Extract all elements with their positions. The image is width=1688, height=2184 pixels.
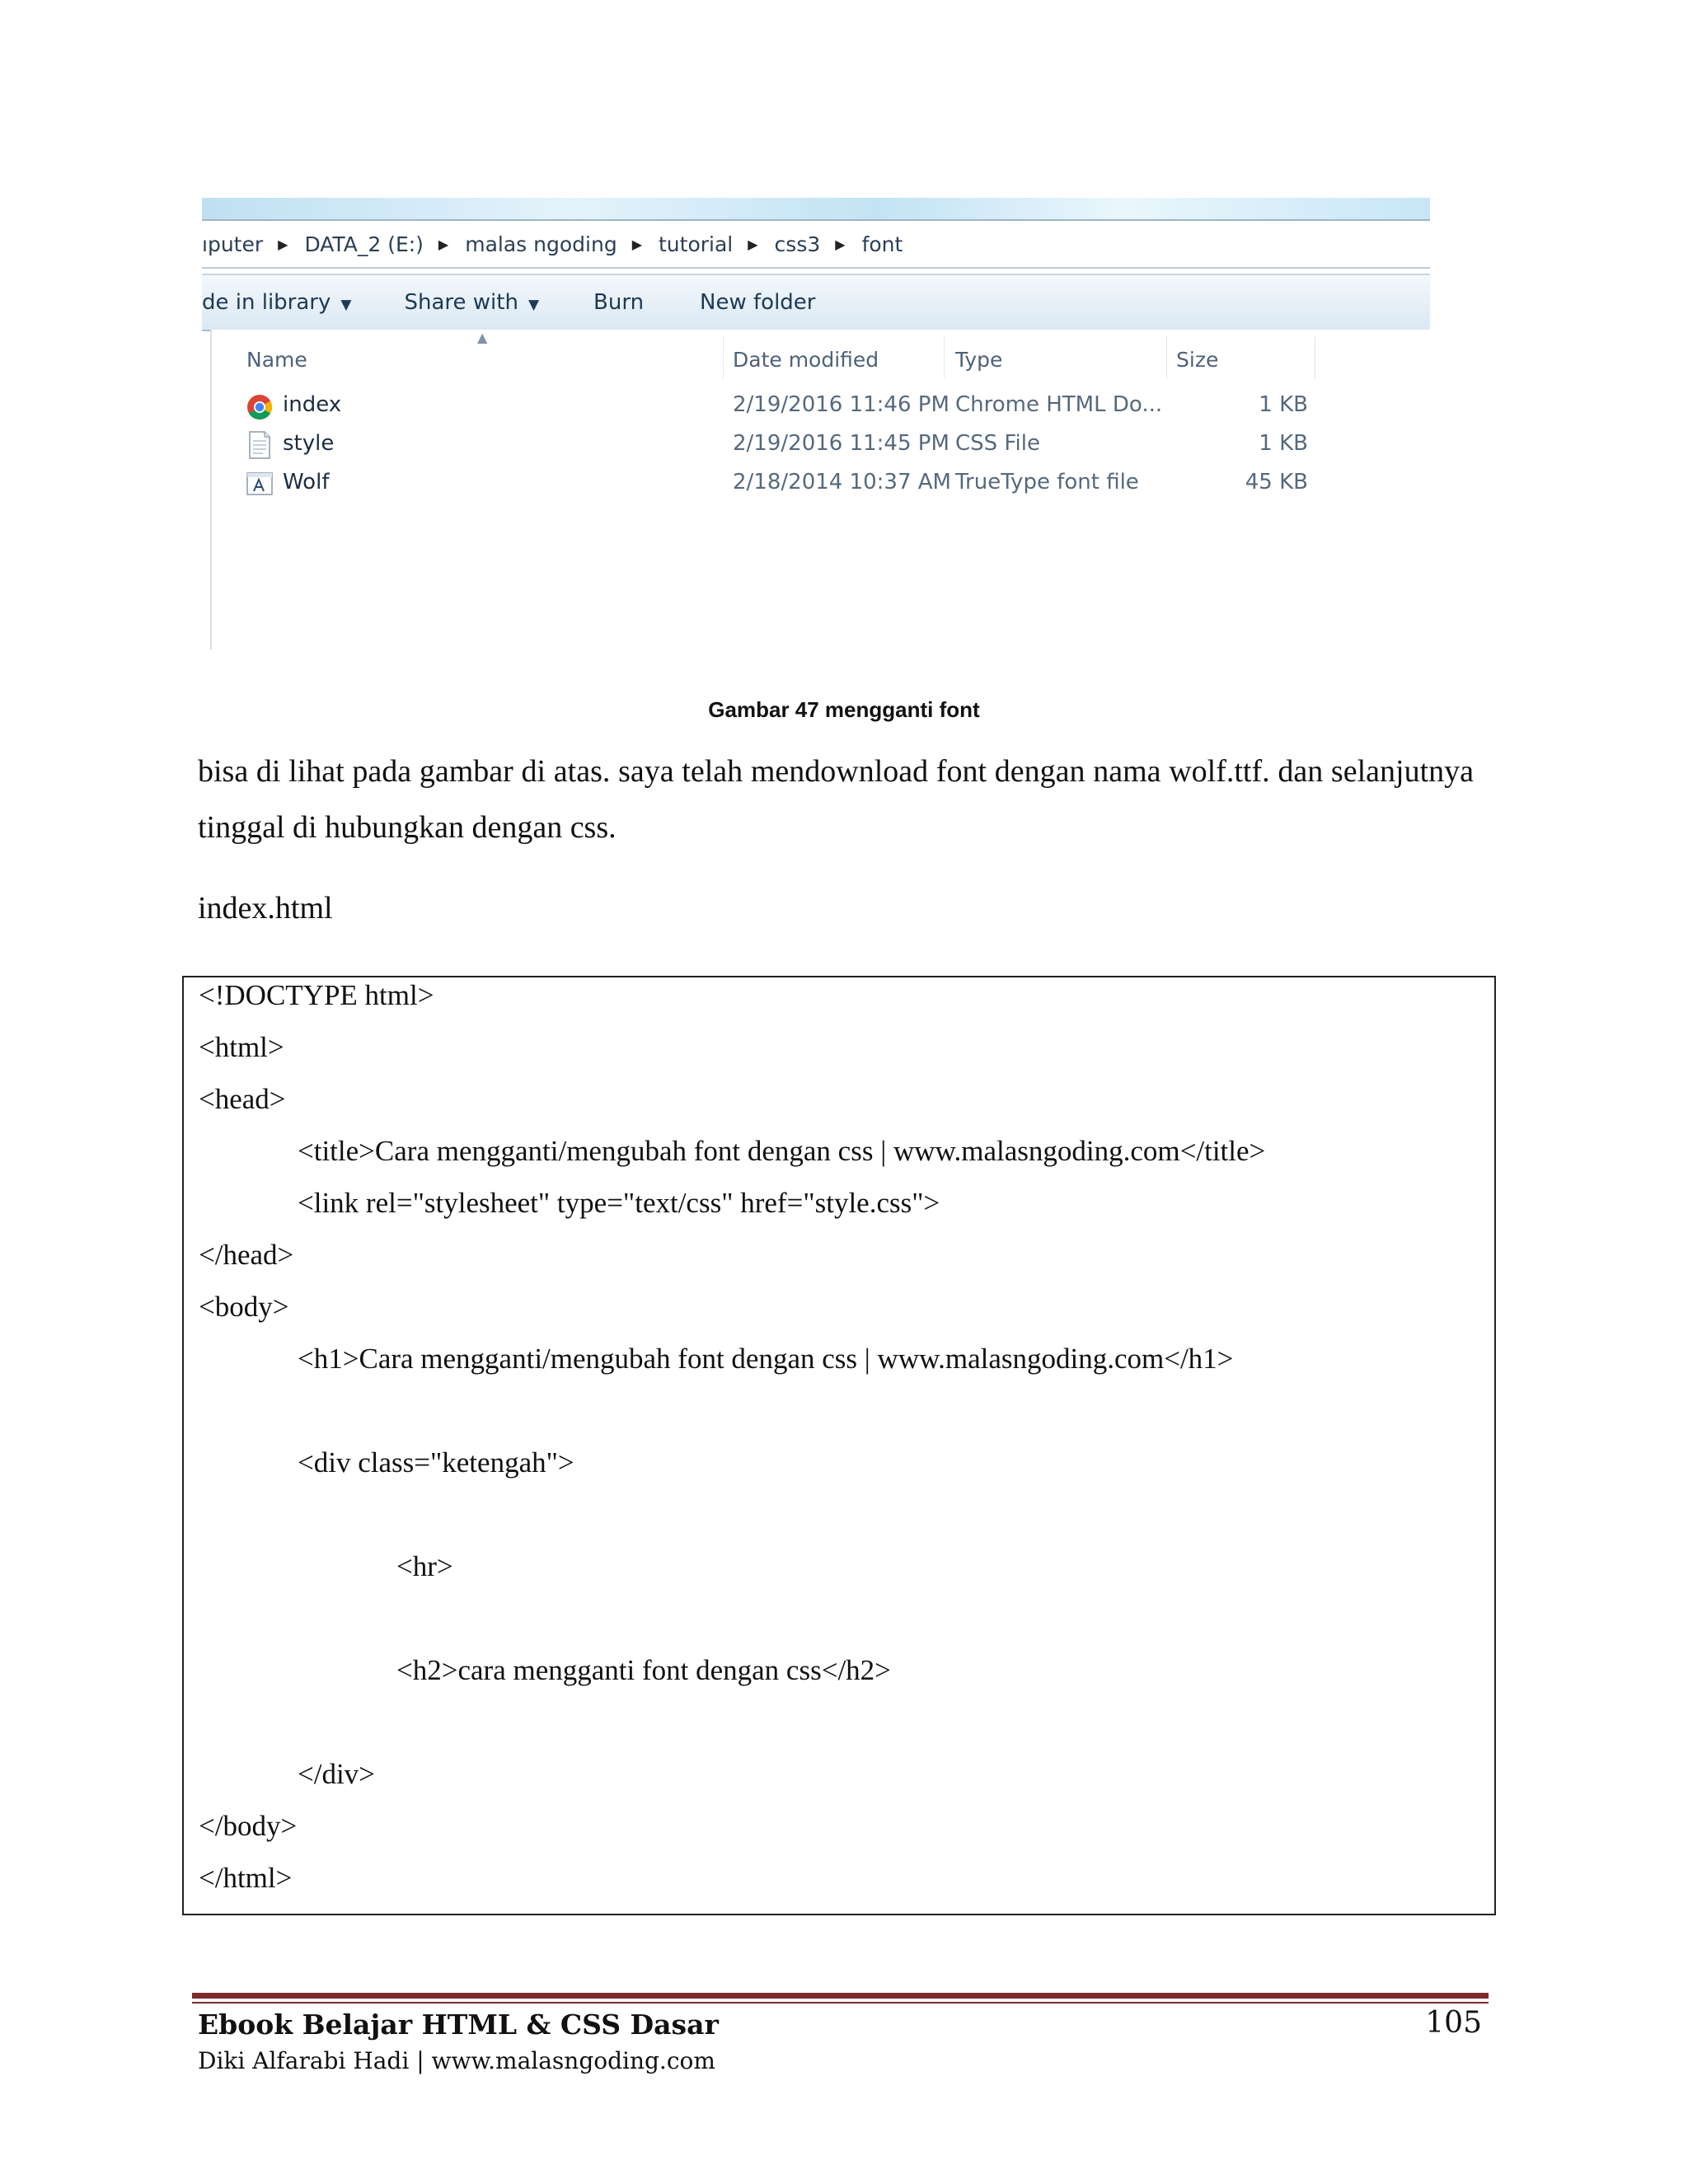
file-size: 45 KB [1245, 470, 1308, 494]
file-name: Wolf [283, 470, 330, 494]
code-line: <hr> [396, 1550, 453, 1582]
code-line: <h2>cara mengganti font dengan css</h2> [396, 1654, 891, 1686]
window-title-band [202, 198, 1430, 219]
body-paragraph: bisa di lihat pada gambar di atas. saya telah mendownload font dengan nama wolf.ttf. dan selanjutnya tinggal di hubungkan dengan css. [198, 754, 1474, 845]
dropdown-caret-icon: ▼ [528, 297, 540, 313]
command-bar [202, 274, 1430, 331]
include-in-library-label: de in library [202, 290, 331, 315]
column-divider[interactable] [944, 336, 945, 379]
column-header-type[interactable]: Type [955, 348, 1003, 372]
code-line: </head> [199, 1239, 294, 1271]
burn-button[interactable]: Burn [593, 290, 645, 315]
code-line: <!DOCTYPE html> [199, 979, 434, 1011]
file-row-wolf[interactable] [212, 465, 1430, 503]
breadcrumb-arrow-icon[interactable]: ▶ [631, 236, 642, 252]
footer-rule-thin [192, 2002, 1489, 2004]
breadcrumb-tutorial[interactable]: tutorial [659, 232, 734, 256]
file-name: index [283, 392, 342, 417]
file-row-index[interactable] [212, 387, 1430, 425]
code-block [182, 976, 1496, 1915]
breadcrumb-arrow-icon[interactable]: ▶ [835, 236, 846, 252]
share-with-button[interactable] [404, 290, 539, 315]
file-size: 1 KB [1259, 392, 1308, 417]
footer-book-title: Ebook Belajar HTML & CSS Dasar [198, 2008, 719, 2041]
address-bar[interactable] [202, 219, 1430, 269]
column-divider[interactable] [723, 336, 724, 379]
breadcrumb-malas-ngoding[interactable]: malas ngoding [465, 232, 617, 256]
code-line: <html> [199, 1031, 284, 1063]
breadcrumb-drive[interactable]: DATA_2 (E:) [304, 232, 424, 256]
new-folder-button[interactable]: New folder [700, 290, 816, 315]
code-line: <head> [199, 1083, 286, 1115]
explorer-screenshot [202, 198, 1430, 649]
file-type: Chrome HTML Do... [955, 392, 1163, 417]
column-header-date-modified[interactable]: Date modified [733, 348, 879, 372]
figure-caption: Gambar 47 mengganti font [708, 697, 980, 722]
breadcrumb-arrow-icon[interactable]: ▶ [438, 236, 449, 252]
footer-author: Diki Alfarabi Hadi | www.malasngoding.com [198, 2047, 715, 2074]
file-type: TrueType font file [955, 470, 1139, 494]
breadcrumb-arrow-icon[interactable]: ▶ [278, 236, 288, 252]
chrome-icon [246, 394, 273, 420]
share-with-label: Share with [404, 290, 518, 315]
file-date: 2/19/2016 11:45 PM [733, 431, 950, 456]
column-divider[interactable] [1166, 336, 1167, 379]
include-in-library-button[interactable] [202, 290, 351, 315]
text-file-icon [248, 431, 271, 459]
file-date: 2/19/2016 11:46 PM [733, 392, 950, 417]
file-list [210, 330, 1430, 649]
code-line: <div class="ketengah"> [298, 1446, 574, 1479]
file-type: CSS File [955, 431, 1040, 456]
code-line: <body> [199, 1291, 289, 1323]
file-size: 1 KB [1259, 431, 1308, 456]
font-file-icon [246, 471, 273, 496]
column-header-name[interactable]: Name [246, 348, 307, 372]
code-line: </div> [298, 1758, 375, 1790]
code-line: <link rel="stylesheet" type="text/css" href="style.css"> [298, 1187, 940, 1219]
footer-rule [192, 1993, 1489, 1999]
file-name: style [283, 431, 335, 456]
file-row-style[interactable] [212, 426, 1430, 464]
file-date: 2/18/2014 10:37 AM [733, 470, 951, 494]
breadcrumb-computer[interactable]: ıputer [202, 232, 264, 256]
code-line: <title>Cara mengganti/mengubah font dengan css | www.malasngoding.com</title> [298, 1135, 1266, 1167]
column-header-size[interactable]: Size [1176, 348, 1219, 372]
page-number: 105 [1425, 2006, 1482, 2040]
breadcrumb-css3[interactable]: css3 [774, 232, 821, 256]
breadcrumb-arrow-icon[interactable]: ▶ [748, 236, 758, 252]
code-line: </html> [199, 1862, 293, 1894]
dropdown-caret-icon: ▼ [340, 297, 352, 313]
sort-ascending-icon: ▲ [477, 330, 488, 345]
breadcrumb-font[interactable]: font [861, 232, 903, 256]
code-line: </body> [199, 1810, 298, 1842]
code-filename-label: index.html [198, 891, 333, 926]
code-line: <h1>Cara mengganti/mengubah font dengan css | www.malasngoding.com</h1> [298, 1343, 1234, 1375]
